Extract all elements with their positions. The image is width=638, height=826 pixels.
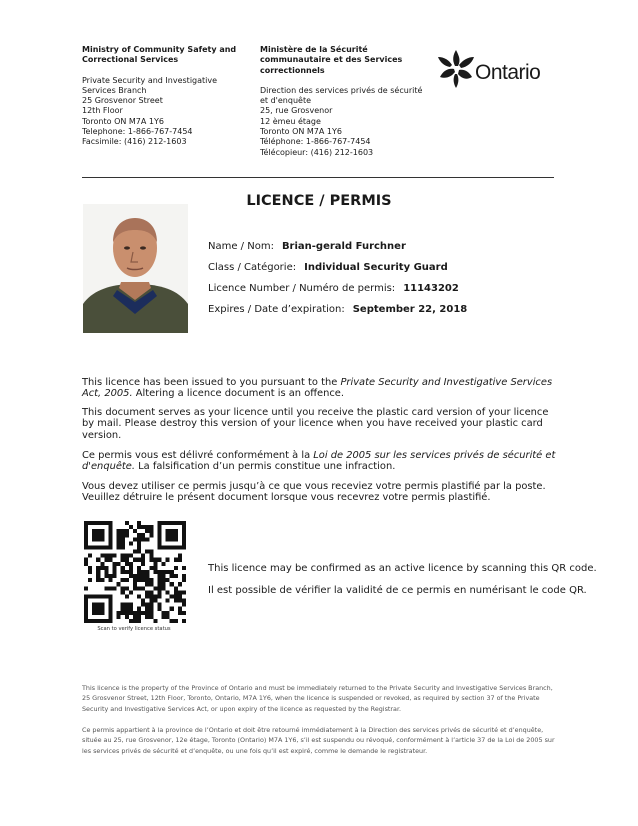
- fine-print-fr: Ce permis appartient à la province de l’Ontario et doit être retourné immédiatement à la Direction des services privés de sécurité et d’enquête, située au 25, rue Grosvenor, 12e étage, Toronto (Ontario) M7A 1Y6, s’il est suspendu ou révoqué, conformément à l’article 37 de la Loi de 2005 sur les services privés de sécurité et d’enquête, ou une fois qu’il est expiré, comme le demande le registrateur.: [82, 726, 555, 755]
- paragraph-serves-fr: Vous devez utiliser ce permis jusqu’à ce que vous receviez votre permis plastifié par la poste. Veuillez détruire le présent document lorsque vous recevrez votre permis plastifié.: [82, 481, 546, 504]
- address-fr-line: Direction des services privés de sécurité: [260, 85, 423, 95]
- act-name-fr: Loi de 2005 sur les services privés de sécurité et d'enquête.: [82, 450, 556, 473]
- ministry-name-fr-line1: Ministère de la Sécurité: [260, 45, 368, 54]
- paragraph-issued-fr: [82, 450, 560, 473]
- paragraph-serves-en: This document serves as your licence until you receive the plastic card version of your licence by mail. Please destroy this version of your licence when you have received your plastic card version.: [82, 407, 549, 441]
- verification-qr-code[interactable]: [84, 521, 186, 623]
- header-divider: [82, 177, 554, 178]
- licence-number-label: Licence Number / Numéro de permis:: [208, 283, 396, 294]
- telephone-fr: Téléphone: 1-866-767-7454: [260, 137, 371, 147]
- address-en-line: Toronto ON M7A 1Y6: [82, 116, 164, 126]
- ontario-logo: [434, 47, 559, 91]
- paragraph-text: This licence has been issued to you pursuant to the: [82, 377, 341, 388]
- paragraph-issued-en: [82, 377, 560, 400]
- facsimile-fr: Télécopieur: (416) 212-1603: [260, 147, 374, 157]
- ministry-name-fr-line2: communautaire et des Services: [260, 55, 403, 65]
- ministry-name-en-line1: Ministry of Community Safety and: [82, 45, 237, 54]
- address-fr-line: 25, rue Grosvenor: [260, 106, 333, 116]
- paragraph-text: Ce permis vous est délivré conformément à la: [82, 450, 314, 461]
- address-fr-line: Toronto ON M7A 1Y6: [260, 127, 342, 137]
- ontario-wordmark: Ontario: [475, 61, 541, 84]
- document-title: LICENCE / PERMIS: [246, 193, 392, 209]
- address-fr-line: 12 èmeu étage: [260, 116, 321, 126]
- licensee-photo: [83, 204, 188, 333]
- expiry-value: September 22, 2018: [352, 304, 468, 315]
- ministry-name-en-line2: Correctional Services: [82, 55, 179, 65]
- address-fr-line: et d'enquête: [260, 96, 311, 106]
- address-en-line: Private Security and Investigative: [82, 75, 218, 85]
- address-en-line: 25 Grosvenor Street: [82, 96, 163, 106]
- address-en-line: Services Branch: [82, 85, 147, 95]
- qr-caption: Scan to verify licence status: [97, 626, 171, 632]
- telephone-en: Telephone: 1-866-767-7454: [82, 127, 193, 137]
- fine-print-en: This licence is the property of the Province of Ontario and must be immediately returned to the Private Security and Investigative Services Branch, 25 Grosvenor Street, 12th Floor, Toronto, Ontario, M7A 1Y6, when the licence is suspended or revoked, as required by section 37 of the Private Security and Investigative Services Act, or upon expiry of the licence as requested by the Registrar.: [82, 684, 553, 713]
- address-en-line: 12th Floor: [82, 106, 123, 116]
- trillium-icon: [434, 47, 478, 91]
- paragraph-text: La falsification d’un permis constitue une infraction.: [135, 461, 396, 473]
- name-value: Brian-gerald Furchner: [281, 241, 406, 252]
- class-label: Class / Catégorie:: [208, 262, 297, 273]
- act-name-en: Private Security and Investigative Services Act, 2005.: [82, 377, 553, 400]
- paragraph-text: Altering a licence document is an offence.: [132, 388, 345, 400]
- facsimile-en: Facsimile: (416) 212-1603: [82, 137, 187, 147]
- name-label: Name / Nom:: [208, 241, 274, 252]
- expiry-field: [208, 304, 467, 315]
- ministry-name-fr-line3: correctionnels: [260, 65, 325, 75]
- class-field: [208, 262, 448, 273]
- qr-note-en: This licence may be confirmed as an active licence by scanning this QR code.: [208, 563, 597, 574]
- expiry-label: Expires / Date d’expiration:: [208, 304, 345, 315]
- qr-note-fr: Il est possible de vérifier la validité de ce permis en numérisant le code QR.: [208, 585, 587, 596]
- licence-number-field: [208, 283, 459, 294]
- header-french: [260, 45, 430, 158]
- header-english: [82, 45, 252, 148]
- qr-modules: [84, 521, 186, 623]
- class-value: Individual Security Guard: [304, 262, 448, 273]
- licence-number-value: 11143202: [403, 283, 459, 294]
- name-field: [208, 241, 406, 252]
